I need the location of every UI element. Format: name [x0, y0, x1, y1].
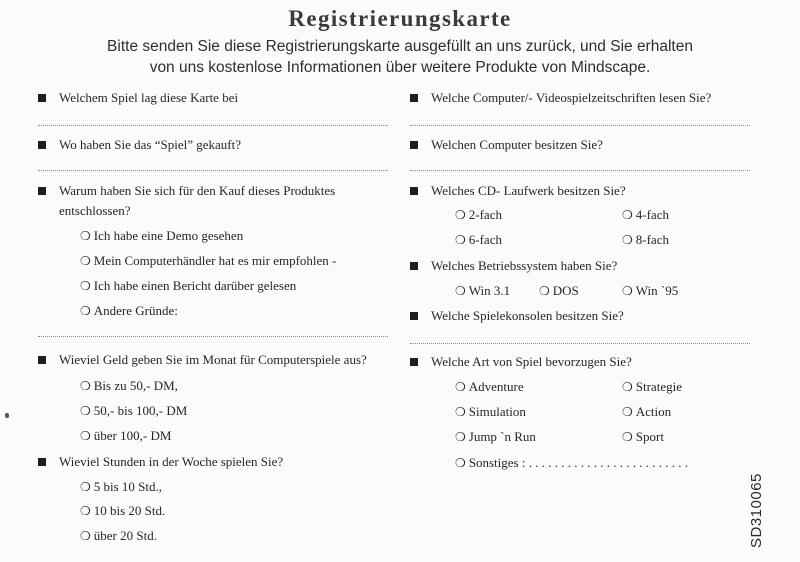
option-reason-other[interactable]: ❍ Andere Gründe: — [80, 303, 178, 318]
radio-circle-icon[interactable]: ❍ — [455, 284, 466, 298]
option-type-strategie[interactable]: ❍ Strategie — [622, 379, 682, 394]
answer-line-purchase-place[interactable] — [38, 170, 388, 171]
scan-speck — [5, 413, 9, 418]
radio-circle-icon[interactable]: ❍ — [622, 405, 633, 419]
answer-line-consoles[interactable] — [410, 343, 750, 344]
option-type-simulation[interactable]: ❍ Simulation — [455, 404, 526, 419]
answer-line-magazines[interactable] — [410, 125, 750, 126]
intro-line-2: von uns kostenlose Informationen über weitere Produkte von Mindscape. — [149, 59, 651, 76]
answer-line-reason[interactable] — [38, 336, 388, 337]
bullet-square-icon — [410, 94, 418, 102]
bullet-square-icon — [410, 358, 418, 366]
option-hours-5-10[interactable]: ❍ 5 bis 10 Std., — [80, 479, 163, 494]
radio-circle-icon[interactable]: ❍ — [80, 480, 91, 494]
option-money-50-100[interactable]: ❍ 50,- bis 100,- DM — [80, 403, 188, 418]
bullet-square-icon — [410, 312, 418, 320]
option-money-100[interactable]: ❍ über 100,- DM — [80, 428, 172, 443]
answer-line-computer[interactable] — [410, 170, 750, 171]
radio-circle-icon[interactable]: ❍ — [455, 233, 466, 247]
option-os-win95[interactable]: ❍ Win `95 — [622, 283, 679, 298]
option-type-sport[interactable]: ❍ Sport — [622, 429, 664, 444]
option-type-jump-n-run[interactable]: ❍ Jump `n Run — [455, 429, 536, 444]
option-reason-demo[interactable]: ❍ Ich habe eine Demo gesehen — [80, 228, 244, 243]
radio-circle-icon[interactable]: ❍ — [455, 430, 466, 444]
side-code: SD310065 — [748, 473, 765, 548]
option-cd-6x[interactable]: ❍ 6-fach — [455, 232, 502, 247]
radio-circle-icon[interactable]: ❍ — [80, 229, 91, 243]
bullet-square-icon — [410, 141, 418, 149]
bullet-square-icon — [38, 458, 46, 466]
option-hours-10-20[interactable]: ❍ 10 bis 20 Std. — [80, 503, 166, 518]
option-os-win31[interactable]: ❍ Win 3.1 — [455, 283, 511, 298]
option-os-dos[interactable]: ❍ DOS — [539, 283, 579, 298]
radio-circle-icon[interactable]: ❍ — [622, 430, 633, 444]
radio-circle-icon[interactable]: ❍ — [455, 208, 466, 222]
bullet-square-icon — [38, 141, 46, 149]
option-type-action[interactable]: ❍ Action — [622, 404, 672, 419]
radio-circle-icon[interactable]: ❍ — [80, 529, 91, 543]
radio-circle-icon[interactable]: ❍ — [622, 208, 633, 222]
radio-circle-icon[interactable]: ❍ — [80, 429, 91, 443]
radio-circle-icon[interactable]: ❍ — [455, 405, 466, 419]
radio-circle-icon[interactable]: ❍ — [80, 379, 91, 393]
radio-circle-icon[interactable]: ❍ — [622, 284, 633, 298]
radio-circle-icon[interactable]: ❍ — [539, 284, 550, 298]
radio-circle-icon[interactable]: ❍ — [80, 404, 91, 418]
option-cd-2x[interactable]: ❍ 2-fach — [455, 207, 502, 222]
option-reason-dealer[interactable]: ❍ Mein Computerhändler hat es mir empfohlen - — [80, 253, 337, 268]
option-cd-8x[interactable]: ❍ 8-fach — [622, 232, 669, 247]
bullet-square-icon — [38, 187, 46, 195]
intro-line-1: Bitte senden Sie diese Registrierungskarte ausgefüllt an uns zurück, und Sie erhalten — [107, 38, 693, 55]
card-title: Registrierungskarte — [288, 6, 512, 31]
option-money-50[interactable]: ❍ Bis zu 50,- DM, — [80, 378, 178, 393]
bullet-square-icon — [410, 262, 418, 270]
radio-circle-icon[interactable]: ❍ — [622, 380, 633, 394]
option-type-other[interactable]: ❍ Sonstiges : . . . . . . . . . . . . . . . . . . . . . . . . . — [455, 455, 688, 470]
radio-circle-icon[interactable]: ❍ — [622, 233, 633, 247]
option-hours-20[interactable]: ❍ über 20 Std. — [80, 528, 157, 543]
option-reason-review[interactable]: ❍ Ich habe einen Bericht darüber gelesen — [80, 278, 297, 293]
bullet-square-icon — [38, 94, 46, 102]
bullet-square-icon — [38, 356, 46, 364]
option-type-adventure[interactable]: ❍ Adventure — [455, 379, 524, 394]
radio-circle-icon[interactable]: ❍ — [80, 304, 91, 318]
option-cd-4x[interactable]: ❍ 4-fach — [622, 207, 669, 222]
radio-circle-icon[interactable]: ❍ — [80, 254, 91, 268]
radio-circle-icon[interactable]: ❍ — [455, 380, 466, 394]
radio-circle-icon[interactable]: ❍ — [80, 504, 91, 518]
radio-circle-icon[interactable]: ❍ — [80, 279, 91, 293]
radio-circle-icon[interactable]: ❍ — [455, 456, 466, 470]
answer-line-game[interactable] — [38, 125, 388, 126]
bullet-square-icon — [410, 187, 418, 195]
